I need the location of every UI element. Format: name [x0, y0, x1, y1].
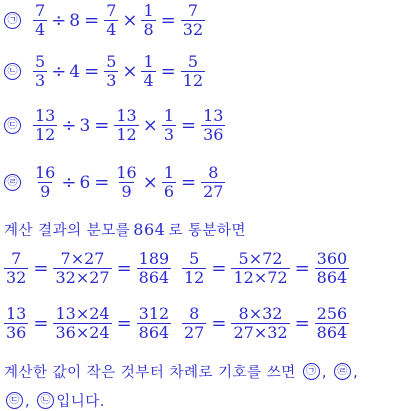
- equals-sign: =: [181, 172, 197, 193]
- factor-fraction: $\frac{13}{12}$: [116, 106, 137, 144]
- factor-fraction: $\frac{5}{3}$: [106, 52, 117, 90]
- marker-c: ㉢: [4, 117, 21, 134]
- original-fraction: $\frac{8}{27}$: [184, 304, 205, 342]
- equals-sign: =: [294, 313, 310, 334]
- dividend-fraction: $\frac{16}{9}$: [35, 163, 56, 201]
- calc-line-b: [4, 53, 207, 90]
- marker-a-ref: ㉠: [303, 363, 320, 380]
- result-fraction: $\frac{7}{32}$: [182, 1, 204, 39]
- conclusion-text: 계산한 값이 작은 것부터 차례로 기호를 쓰면: [4, 365, 296, 381]
- dividend-fraction: $\frac{13}{12}$: [35, 106, 56, 144]
- original-fraction: $\frac{7}{32}$: [6, 249, 27, 287]
- divisor: 3: [79, 115, 91, 136]
- expanded-fraction: $\frac{8\times 32}{27\times 32}$: [233, 304, 288, 342]
- original-fraction: $\frac{13}{36}$: [6, 304, 27, 342]
- calc-line-c: [4, 107, 227, 144]
- conclusion-line-1: 계산한 값이 작은 것부터 차례로 기호를 쓰면 ㉠ , ㉣ ,: [4, 361, 358, 382]
- times-sign: ×: [142, 172, 158, 193]
- marker-c-ref: ㉢: [6, 392, 23, 409]
- equals-sign: =: [84, 10, 100, 31]
- equals-sign: =: [160, 61, 176, 82]
- conversion-8-27: [180, 305, 351, 342]
- marker-b: ㉡: [4, 63, 21, 80]
- marker-d-ref: ㉣: [334, 363, 351, 380]
- conversion-7-32: [2, 250, 173, 287]
- equals-sign: =: [94, 172, 110, 193]
- factor-fraction: $\frac{7}{4}$: [106, 1, 117, 39]
- dividend-fraction: $\frac{7}{4}$: [35, 1, 46, 39]
- converted-fraction: $\frac{360}{864}$: [316, 249, 348, 287]
- conclusion-line-2: ㉢ , ㉡ 입니다.: [4, 390, 105, 411]
- expanded-fraction: $\frac{13\times 24}{36\times 24}$: [55, 304, 110, 342]
- reciprocal-fraction: $\frac{1}{4}$: [143, 52, 154, 90]
- equals-sign: =: [94, 115, 110, 136]
- result-fraction: $\frac{13}{36}$: [203, 106, 224, 144]
- marker-a: ㉠: [4, 12, 21, 29]
- original-fraction: $\frac{5}{12}$: [184, 249, 205, 287]
- marker-d: ㉣: [4, 174, 21, 191]
- expanded-fraction: $\frac{7\times 27}{32\times 27}$: [55, 249, 110, 287]
- factor-fraction: $\frac{16}{9}$: [116, 163, 137, 201]
- result-fraction: $\frac{5}{12}$: [182, 52, 204, 90]
- calc-line-d: [4, 164, 227, 201]
- conclusion-ending: 입니다.: [56, 394, 105, 410]
- dividend-fraction: $\frac{5}{3}$: [35, 52, 46, 90]
- divide-sign: ÷: [61, 115, 77, 136]
- statement-suffix: 로 통분하면: [168, 223, 246, 239]
- reciprocal-fraction: $\frac{1}{8}$: [143, 1, 154, 39]
- common-denominator-statement: [4, 219, 246, 240]
- times-sign: ×: [142, 115, 158, 136]
- divide-sign: ÷: [51, 61, 67, 82]
- equals-sign: =: [116, 258, 132, 279]
- divisor: 8: [69, 10, 81, 31]
- marker-b-ref: ㉡: [37, 392, 54, 409]
- equals-sign: =: [84, 61, 100, 82]
- divisor: 4: [69, 61, 81, 82]
- equals-sign: =: [33, 313, 49, 334]
- equals-sign: =: [294, 258, 310, 279]
- expanded-fraction: $\frac{5\times 72}{12\times 72}$: [233, 249, 288, 287]
- converted-fraction: $\frac{256}{864}$: [316, 304, 348, 342]
- conversion-13-36: [2, 305, 173, 342]
- divisor: 6: [79, 172, 91, 193]
- result-fraction: $\frac{8}{27}$: [203, 163, 224, 201]
- reciprocal-fraction: $\frac{1}{6}$: [163, 163, 175, 201]
- equals-sign: =: [211, 258, 227, 279]
- equals-sign: =: [160, 10, 176, 31]
- times-sign: ×: [122, 10, 138, 31]
- divide-sign: ÷: [61, 172, 77, 193]
- converted-fraction: $\frac{189}{864}$: [138, 249, 170, 287]
- times-sign: ×: [122, 61, 138, 82]
- reciprocal-fraction: $\frac{1}{3}$: [163, 106, 175, 144]
- statement-prefix: 계산 결과의 분모를: [4, 223, 131, 239]
- common-denominator: 864: [133, 220, 166, 239]
- equals-sign: =: [211, 313, 227, 334]
- divide-sign: ÷: [51, 10, 67, 31]
- conversion-5-12: [180, 250, 351, 287]
- equals-sign: =: [33, 258, 49, 279]
- equals-sign: =: [116, 313, 132, 334]
- calc-line-a: [4, 2, 207, 39]
- equals-sign: =: [181, 115, 197, 136]
- converted-fraction: $\frac{312}{864}$: [138, 304, 170, 342]
